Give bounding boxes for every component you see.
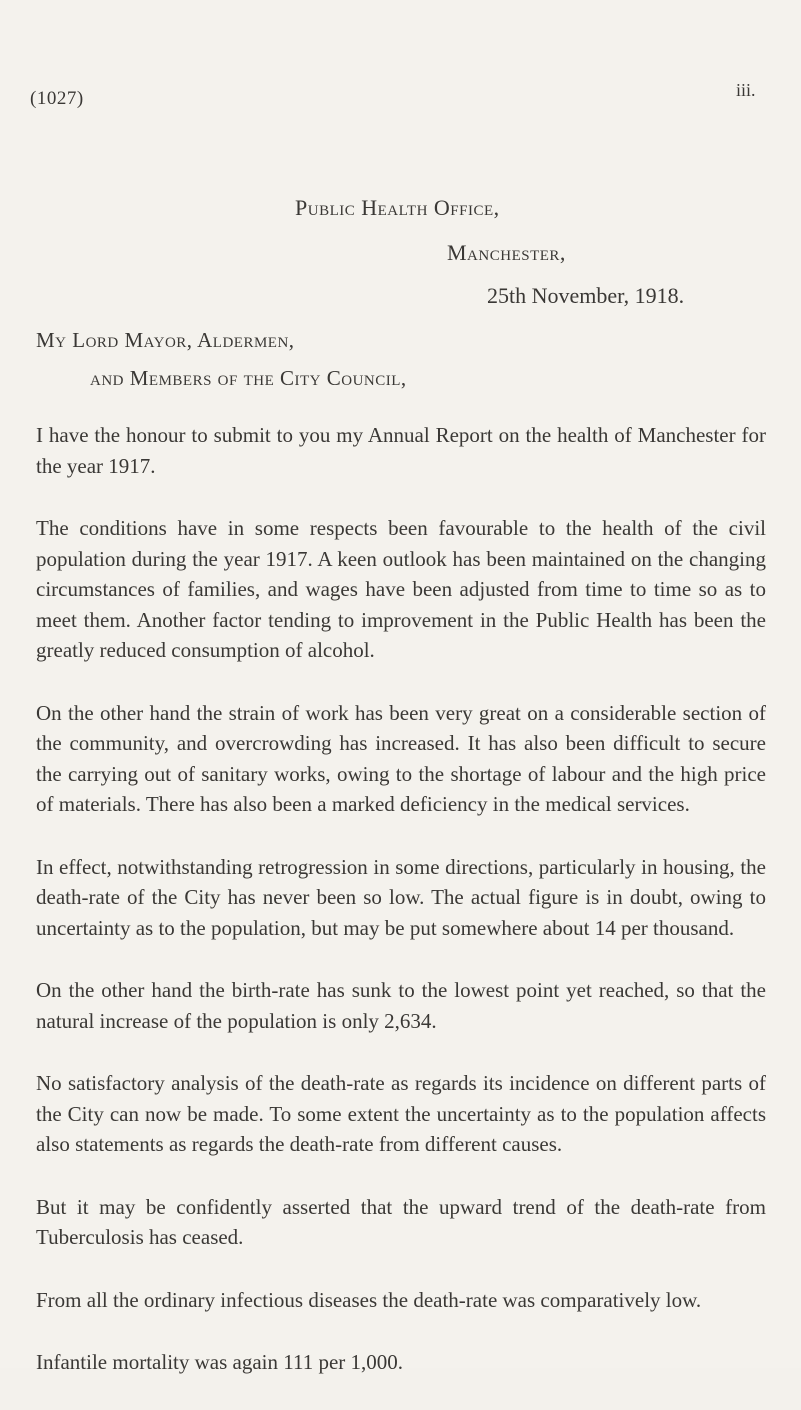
paragraph: On the other hand the birth-rate has sunk to the lowest point yet reached, so that the natural increase of the population is only 2,634. (36, 978, 766, 1033)
address-city: Manchester, (447, 240, 566, 265)
letter-body (36, 420, 766, 1410)
paragraph: Infantile mortality was again 111 per 1,000. (36, 1350, 404, 1374)
address-office: Public Health Office, (295, 195, 500, 220)
letter-date: 25th November, 1918. (487, 283, 685, 308)
salutation-line-2: and Members of the City Council, (90, 366, 407, 390)
paragraph: But it may be confidently asserted that the upward trend of the death-rate from Tuberculosis has ceased. (36, 1194, 766, 1249)
paragraph: From all the ordinary infectious diseases the death-rate was comparatively low. (36, 1287, 702, 1312)
salutation-line-1: My Lord Mayor, Aldermen, (36, 328, 295, 352)
roman-page-numeral: iii. (736, 80, 756, 100)
paragraph: I have the honour to submit to you my Annual Report on the health of Manchester for the year 1917. (36, 423, 766, 478)
paragraph: No satisfactory analysis of the death-rate as regards its incidence on different parts of the City can now be made. To some extent the uncertainty as to the population affects also statements as regards the death-rate from different causes. (36, 1071, 766, 1156)
paragraph: In effect, notwithstanding retrogression in some directions, particularly in housing, the death-rate of the City has never been so low. The actual figure is in doubt, owing to uncertainty as to the population, but may be put somewhere about 14 per thousand. (36, 854, 766, 940)
paragraph: On the other hand the strain of work has been very great on a considerable section of the community, and overcrowding has increased. It has also been difficult to secure the carrying out of sanitary works, owing to the shortage of labour and the high price of materials. There has also been a marked deficiency in the medical services. (36, 700, 766, 816)
page-number: (1027) (30, 88, 84, 109)
paragraph: The conditions have in some respects been favourable to the health of the civil population during the year 1917. A keen outlook has been maintained on the changing circumstances of families, and wages have been adjusted from time to time so as to meet them. Another factor tending to improvement in the Public Health has been the greatly reduced consumption of alcohol. (36, 516, 766, 662)
